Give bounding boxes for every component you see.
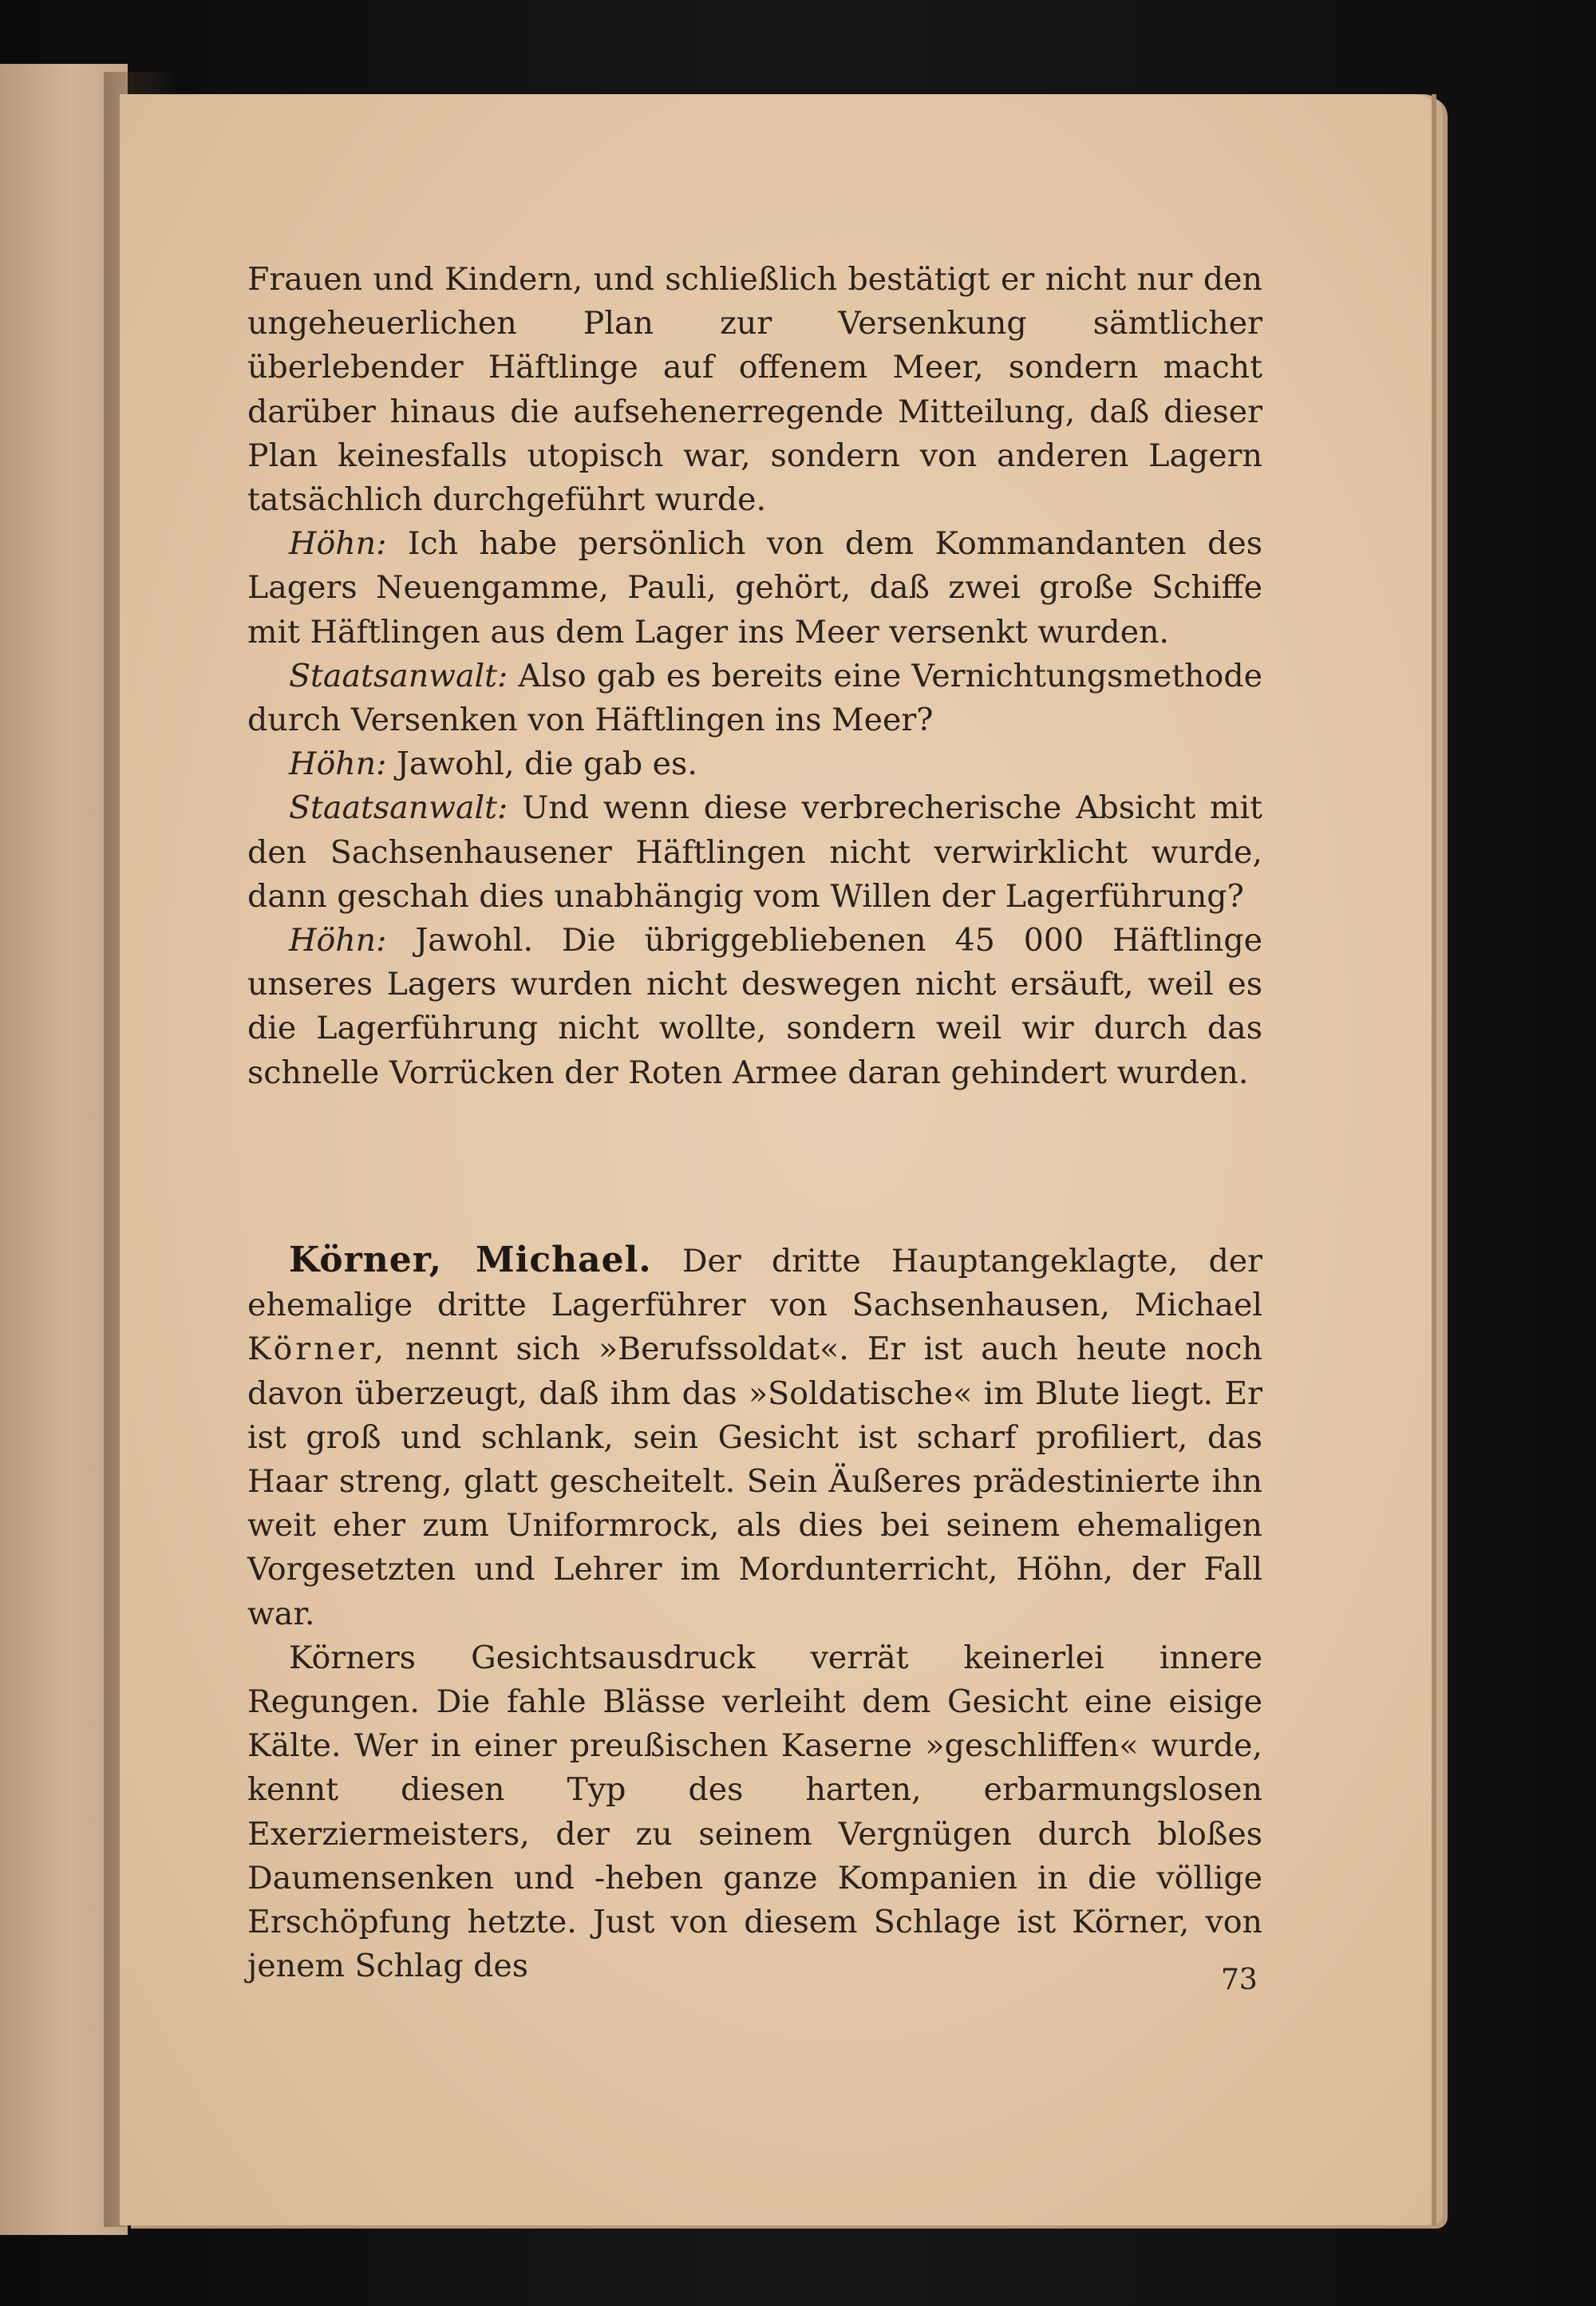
section-heading: Körner, Michael. [289,1240,652,1280]
dialogue-line [247,742,1262,786]
dialogue-line [247,655,1262,742]
paragraph-korner-description: Körners Gesichtsausdruck verrät keinerlei innere Regungen. Die fahle Blässe verleiht dem Gesicht eine eisige Kälte. Wer in einer preußischen Kaserne »geschliffen« wurde, kennt diesen Typ des harten, erbarmungslosen Exerziermeisters, der zu seinem Vergnügen durch bloßes Daumensenken und -heben ganze Kompanien in die völlige Erschöpfung hetzte. Just von diesem Schlage ist Körner, von jenem Schlag des [247,1639,1262,1985]
book-page [120,94,1436,2225]
speaker-label: Höhn: [289,922,387,959]
dialogue-line [247,919,1262,1095]
paragraph-text: nennt sich »Berufssoldat«. Er ist auch heute noch davon überzeugt, daß ihm das »Soldatische« im Blute liegt. Er ist groß und schlank, sein Gesicht ist scharf profiliert, das Haar streng, glatt gescheitelt. Sein Äußeres prädestinierte ihn weit eher zum Uniformrock, als dies bei seinem ehemaligen Vorgesetzten und Lehrer im Mordunterricht, Höhn, der Fall war. [247,1331,1262,1632]
dialogue-text: Also gab es bereits eine Vernichtungsmethode durch Versenken von Häftlingen ins Meer? [247,657,1262,739]
page-edge [1432,94,1436,2225]
page-number: 73 [1221,1964,1258,1996]
dialogue-line [247,522,1262,655]
speaker-label: Höhn: [289,525,387,563]
dialogue-text: Und wenn diese verbrecherische Absicht mit den Sachsenhausener Häftlingen nicht verwirklicht wurde, dann geschah dies unabhängig vom Willen der Lagerführung? [247,789,1262,915]
speaker-label: Staatsanwalt: [289,657,508,694]
speaker-label: Staatsanwalt: [289,789,508,827]
speaker-label: Höhn: [289,746,387,783]
testimony-section [247,258,1262,1095]
dialogue-text: Jawohl, die gab es. [396,746,697,783]
paragraph-korner-intro [247,1238,1262,1636]
dialogue-text: Jawohl. Die übriggebliebenen 45 000 Häftlinge unseres Lagers wurden nicht deswegen nicht ersäuft, weil es die Lagerführung nicht wollte, sondern weil wir durch das schnelle Vorrücken der Roten Armee daran gehindert wurden. [247,922,1263,1091]
paragraph-intro: Frauen und Kindern, und schließlich bestätigt er nicht nur den ungeheuerlichen Plan zur Versenkung sämtlicher überlebender Häftlinge auf offenem Meer, sondern macht darüber hinaus die aufsehenerregende Mitteilung, daß dieser Plan keinesfalls utopisch war, sondern von anderen Lagern tatsächlich durchgeführt wurde. [247,261,1262,519]
paragraph-text: Der dritte Hauptangeklagte, der ehemalige dritte Lagerführer von Sachsenhausen, Michael [247,1243,1262,1324]
dialogue-line [247,786,1262,919]
korner-section [247,1238,1262,1988]
dialogue-text: Ich habe persönlich von dem Kommandanten des Lagers Neuengamme, Pauli, gehört, daß zwei große Schiffe mit Häftlingen aus dem Lager ins Meer versenkt wurden. [247,525,1262,651]
name-emphasis: Körner, [247,1331,388,1368]
